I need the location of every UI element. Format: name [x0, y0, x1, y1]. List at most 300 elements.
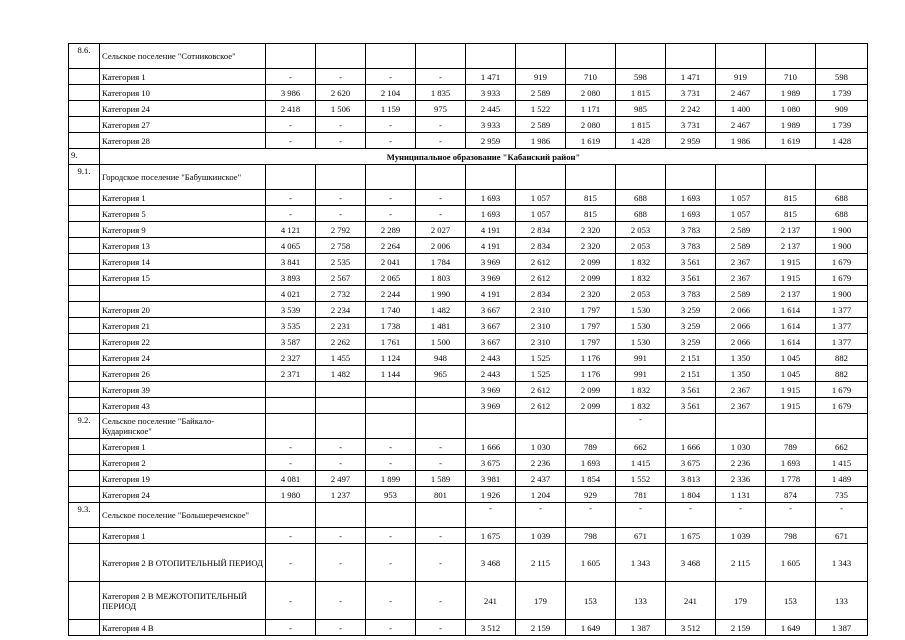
tariff-value-cell: 133: [616, 582, 666, 620]
category-name: Категория 19: [100, 471, 266, 487]
tariff-value-cell: 2 834: [516, 238, 566, 254]
tariff-value-cell: -: [316, 69, 366, 85]
tariff-value-cell: 179: [716, 582, 766, 620]
tariff-value-cell: 2 159: [716, 620, 766, 636]
category-name: Категория 10: [100, 85, 266, 101]
tariff-value-cell: 991: [616, 350, 666, 366]
tariff-value-cell: -: [516, 503, 566, 528]
category-name: Категория 43: [100, 398, 266, 414]
category-row: [69, 117, 868, 133]
tariff-value-cell: 133: [816, 582, 868, 620]
row-number: [69, 334, 100, 350]
tariff-value-cell: 662: [616, 439, 666, 455]
category-name: Категория 27: [100, 117, 266, 133]
tariff-value-cell: 688: [816, 190, 868, 206]
tariff-value-cell: 2 732: [316, 286, 366, 302]
tariff-value-cell: 2 612: [516, 254, 566, 270]
tariff-value-cell: 688: [816, 206, 868, 222]
tariff-value-cell: 1 039: [516, 528, 566, 544]
tariff-value-cell: -: [316, 455, 366, 471]
tariff-value-cell: 1 530: [616, 318, 666, 334]
category-row: [69, 190, 868, 206]
tariff-value-cell: 1 738: [366, 318, 416, 334]
tariff-value-cell: 1 614: [766, 302, 816, 318]
tariff-value-cell: 1 482: [316, 366, 366, 382]
tariff-value-cell: 1 237: [316, 487, 366, 503]
tariff-value-cell: 3 783: [666, 238, 716, 254]
tariff-value-cell: [316, 165, 366, 190]
tariff-value-cell: -: [266, 133, 316, 149]
tariff-value-cell: -: [366, 439, 416, 455]
tariff-value-cell: 1 039: [716, 528, 766, 544]
tariff-value-cell: 1 679: [816, 254, 868, 270]
category-row: [69, 439, 868, 455]
row-number: [69, 455, 100, 471]
tariff-value-cell: 1 989: [766, 85, 816, 101]
tariff-value-cell: 1 649: [566, 620, 616, 636]
tariff-value-cell: 153: [766, 582, 816, 620]
tariff-value-cell: 2 320: [566, 222, 616, 238]
category-row: [69, 270, 868, 286]
category-name: Категория 5: [100, 206, 266, 222]
tariff-value-cell: 1 428: [816, 133, 868, 149]
tariff-value-cell: 1 455: [316, 350, 366, 366]
category-name: Категория 13: [100, 238, 266, 254]
tariff-value-cell: 1 343: [816, 544, 868, 582]
tariff-value-cell: 3 986: [266, 85, 316, 101]
tariff-value-cell: [566, 165, 616, 190]
settlement-name: Сельское поселение "Байкало-Кударинское": [100, 414, 266, 439]
tariff-value-cell: 2 589: [716, 238, 766, 254]
tariff-value-cell: 2 834: [516, 222, 566, 238]
tariff-value-cell: 2 236: [716, 455, 766, 471]
category-row: [69, 69, 868, 85]
tariff-value-cell: 2 445: [466, 101, 516, 117]
tariff-value-cell: 1 675: [466, 528, 516, 544]
tariff-value-cell: -: [266, 190, 316, 206]
tariff-value-cell: 975: [416, 101, 466, 117]
tariff-value-cell: -: [566, 503, 616, 528]
tariff-value-cell: 4 191: [466, 222, 516, 238]
row-number: [69, 222, 100, 238]
tariff-value-cell: 2 320: [566, 286, 616, 302]
tariff-value-cell: 1 428: [616, 133, 666, 149]
tariff-value-cell: 2 099: [566, 398, 616, 414]
tariff-value-cell: 953: [366, 487, 416, 503]
tariff-value-cell: -: [316, 439, 366, 455]
tariff-value-cell: 1 679: [816, 398, 868, 414]
tariff-value-cell: 1 377: [816, 302, 868, 318]
tariff-value-cell: [816, 414, 868, 439]
tariff-value-cell: 2 320: [566, 238, 616, 254]
tariff-value-cell: 3 731: [666, 117, 716, 133]
tariff-value-cell: [266, 382, 316, 398]
category-row: [69, 382, 868, 398]
tariff-value-cell: 1 614: [766, 334, 816, 350]
tariff-value-cell: 2 065: [366, 270, 416, 286]
row-number: 8.6.: [69, 44, 100, 69]
row-number: [69, 487, 100, 503]
tariff-value-cell: [366, 44, 416, 69]
tariff-value-cell: 3 731: [666, 85, 716, 101]
tariff-value-cell: 991: [616, 366, 666, 382]
tariff-value-cell: 3 969: [466, 254, 516, 270]
row-number: [69, 398, 100, 414]
row-number: [69, 382, 100, 398]
tariff-value-cell: 2 620: [316, 85, 366, 101]
tariff-value-cell: 1 986: [516, 133, 566, 149]
tariff-value-cell: 1 045: [766, 366, 816, 382]
tariff-value-cell: -: [366, 544, 416, 582]
document-page: [68, 43, 867, 636]
category-row: [69, 254, 868, 270]
tariff-value-cell: 3 667: [466, 318, 516, 334]
tariff-value-cell: [366, 398, 416, 414]
tariff-value-cell: 2 137: [766, 238, 816, 254]
tariff-value-cell: 2 443: [466, 350, 516, 366]
tariff-value-cell: 2 080: [566, 85, 616, 101]
tariff-value-cell: 1 619: [766, 133, 816, 149]
tariff-value-cell: 1 832: [616, 254, 666, 270]
tariff-value-cell: 1 387: [616, 620, 666, 636]
tariff-value-cell: 2 327: [266, 350, 316, 366]
tariff-value-cell: 241: [466, 582, 516, 620]
tariff-value-cell: 2 310: [516, 334, 566, 350]
tariff-value-cell: 1 900: [816, 222, 868, 238]
tariff-value-cell: 1 387: [816, 620, 868, 636]
row-number: [69, 85, 100, 101]
tariff-value-cell: [566, 44, 616, 69]
tariff-value-cell: 789: [566, 439, 616, 455]
tariff-value-cell: 2 437: [516, 471, 566, 487]
tariff-value-cell: 3 468: [666, 544, 716, 582]
tariff-value-cell: 2 589: [516, 85, 566, 101]
category-row: [69, 455, 868, 471]
row-number: [69, 238, 100, 254]
tariff-value-cell: 3 561: [666, 254, 716, 270]
category-row: [69, 366, 868, 382]
tariff-value-cell: 1 739: [816, 85, 868, 101]
tariff-value-cell: -: [366, 455, 416, 471]
category-row: [69, 471, 868, 487]
tariff-value-cell: 1 415: [816, 455, 868, 471]
row-number: [69, 528, 100, 544]
tariff-value-cell: 3 667: [466, 302, 516, 318]
tariff-value-cell: -: [616, 503, 666, 528]
tariff-value-cell: [666, 165, 716, 190]
tariff-value-cell: 671: [816, 528, 868, 544]
category-row: [69, 206, 868, 222]
tariff-value-cell: 1 649: [766, 620, 816, 636]
category-row: [69, 398, 868, 414]
tariff-value-cell: -: [816, 503, 868, 528]
tariff-value-cell: 1 131: [716, 487, 766, 503]
tariff-value-cell: -: [366, 69, 416, 85]
tariff-value-cell: -: [316, 544, 366, 582]
tariff-value-cell: 2 099: [566, 382, 616, 398]
row-number: [69, 190, 100, 206]
tariff-value-cell: 781: [616, 487, 666, 503]
tariff-value-cell: 1 605: [766, 544, 816, 582]
tariff-value-cell: [516, 44, 566, 69]
tariff-value-cell: [816, 165, 868, 190]
tariff-value-cell: 1 926: [466, 487, 516, 503]
tariff-value-cell: 882: [816, 350, 868, 366]
tariff-value-cell: -: [316, 133, 366, 149]
tariff-value-cell: 1 350: [716, 350, 766, 366]
tariff-value-cell: 3 969: [466, 382, 516, 398]
tariff-value-cell: 815: [766, 206, 816, 222]
tariff-value-cell: -: [366, 206, 416, 222]
row-number: [69, 254, 100, 270]
tariff-value-cell: 882: [816, 366, 868, 382]
tariff-value-cell: 874: [766, 487, 816, 503]
tariff-value-cell: [416, 398, 466, 414]
tariff-value-cell: -: [366, 528, 416, 544]
tariff-value-cell: 2 612: [516, 270, 566, 286]
tariff-value-cell: 1 832: [616, 382, 666, 398]
tariff-value-cell: 3 259: [666, 318, 716, 334]
tariff-value-cell: -: [266, 582, 316, 620]
tariff-value-cell: 1 030: [516, 439, 566, 455]
tariff-value-cell: 2 099: [566, 270, 616, 286]
tariff-value-cell: 2 367: [716, 382, 766, 398]
tariff-value-cell: 1 204: [516, 487, 566, 503]
tariff-value-cell: 1 761: [366, 334, 416, 350]
tariff-value-cell: 2 099: [566, 254, 616, 270]
tariff-value-cell: 801: [416, 487, 466, 503]
tariff-value-cell: 2 066: [716, 318, 766, 334]
tariff-value-cell: 1 159: [366, 101, 416, 117]
category-row: [69, 528, 868, 544]
row-number: [69, 270, 100, 286]
row-number: [69, 471, 100, 487]
tariff-value-cell: 1 530: [616, 302, 666, 318]
tariff-value-cell: 688: [616, 190, 666, 206]
tariff-value-cell: 1 171: [566, 101, 616, 117]
tariff-value-cell: 1 740: [366, 302, 416, 318]
tariff-value-cell: 3 561: [666, 270, 716, 286]
tariff-value-cell: 1 915: [766, 382, 816, 398]
category-name: Категория 24: [100, 101, 266, 117]
tariff-value-cell: -: [366, 117, 416, 133]
category-row: [69, 85, 868, 101]
tariff-value-cell: 2 467: [716, 117, 766, 133]
tariff-value-cell: 1 666: [466, 439, 516, 455]
tariff-value-cell: 1 832: [616, 270, 666, 286]
section-title: Муниципальное образование "Кабанский район": [100, 149, 868, 165]
category-row: [69, 582, 868, 620]
category-name: Категория 24: [100, 350, 266, 366]
settlement-name: Городское поселение "Бабушкинское": [100, 165, 266, 190]
tariff-value-cell: -: [416, 69, 466, 85]
tariff-value-cell: 2 589: [716, 222, 766, 238]
tariff-value-cell: 919: [716, 69, 766, 85]
tariff-value-cell: [416, 382, 466, 398]
tariff-value-cell: 2 066: [716, 302, 766, 318]
tariff-value-cell: 153: [566, 582, 616, 620]
category-row: [69, 544, 868, 582]
tariff-value-cell: 3 259: [666, 334, 716, 350]
row-number: [69, 302, 100, 318]
tariff-value-cell: -: [366, 582, 416, 620]
tariff-value-cell: -: [416, 190, 466, 206]
tariff-value-cell: 688: [616, 206, 666, 222]
tariff-value-cell: 1 784: [416, 254, 466, 270]
tariff-value-cell: 1 400: [716, 101, 766, 117]
category-row: [69, 133, 868, 149]
tariff-value-cell: 1 525: [516, 366, 566, 382]
tariff-value-cell: 1 666: [666, 439, 716, 455]
tariff-value-cell: 3 969: [466, 270, 516, 286]
tariff-value-cell: 4 191: [466, 286, 516, 302]
category-name: Категория 39: [100, 382, 266, 398]
tariff-value-cell: 4 021: [266, 286, 316, 302]
category-name: Категория 15: [100, 270, 266, 286]
tariff-value-cell: 965: [416, 366, 466, 382]
tariff-value-cell: 2 115: [516, 544, 566, 582]
tariff-value-cell: 1 589: [416, 471, 466, 487]
tariff-value-cell: [766, 414, 816, 439]
tariff-value-cell: 4 081: [266, 471, 316, 487]
tariff-value-cell: 3 675: [466, 455, 516, 471]
tariff-value-cell: 671: [616, 528, 666, 544]
tariff-value-cell: -: [266, 69, 316, 85]
tariff-value-cell: -: [416, 117, 466, 133]
row-number: [69, 620, 100, 636]
tariff-value-cell: 2 497: [316, 471, 366, 487]
tariff-value-cell: 2 234: [316, 302, 366, 318]
tariff-value-cell: -: [416, 206, 466, 222]
tariff-value-cell: 2 567: [316, 270, 366, 286]
tariff-value-cell: [716, 44, 766, 69]
tariff-value-cell: 1 675: [666, 528, 716, 544]
tariff-value-cell: 815: [566, 190, 616, 206]
row-number: [69, 69, 100, 85]
row-number: [69, 582, 100, 620]
tariff-value-cell: [566, 414, 616, 439]
tariff-value-cell: 2 367: [716, 254, 766, 270]
tariff-value-cell: [666, 44, 716, 69]
tariff-value-cell: 3 893: [266, 270, 316, 286]
tariff-value-cell: 1 415: [616, 455, 666, 471]
tariff-value-cell: 1 797: [566, 302, 616, 318]
tariff-value-cell: 1 832: [616, 398, 666, 414]
tariff-value-cell: 948: [416, 350, 466, 366]
tariff-value-cell: 815: [766, 190, 816, 206]
category-name: Категория 2 В МЕЖОТОПИТЕЛЬНЫЙ ПЕРИОД: [100, 582, 266, 620]
tariff-value-cell: [266, 44, 316, 69]
tariff-value-cell: 2 367: [716, 398, 766, 414]
tariff-value-cell: 3 675: [666, 455, 716, 471]
category-row: [69, 222, 868, 238]
tariff-value-cell: -: [316, 206, 366, 222]
tariff-value-cell: 1 815: [616, 85, 666, 101]
tariff-value-cell: [616, 165, 666, 190]
row-number: 9.3.: [69, 503, 100, 528]
tariff-value-cell: 789: [766, 439, 816, 455]
row-number: [69, 544, 100, 582]
tariff-value-cell: 1 605: [566, 544, 616, 582]
tariff-value-cell: 1 619: [566, 133, 616, 149]
tariff-value-cell: 2 053: [616, 222, 666, 238]
tariff-value-cell: 1 803: [416, 270, 466, 286]
tariff-value-cell: 2 310: [516, 302, 566, 318]
tariff-value-cell: -: [316, 620, 366, 636]
tariff-value-cell: 2 310: [516, 318, 566, 334]
tariff-value-cell: 1 530: [616, 334, 666, 350]
tariff-value-cell: -: [266, 544, 316, 582]
row-number: 9.1.: [69, 165, 100, 190]
tariff-value-cell: 2 115: [716, 544, 766, 582]
category-name: Категория 28: [100, 133, 266, 149]
tariff-value-cell: -: [316, 528, 366, 544]
tariff-value-cell: 1 176: [566, 350, 616, 366]
settlement-name: Сельское поселение "Сотниковское": [100, 44, 266, 69]
tariff-value-cell: 1 854: [566, 471, 616, 487]
tariff-value-cell: 2 137: [766, 286, 816, 302]
tariff-value-cell: 2 367: [716, 270, 766, 286]
tariff-value-cell: 2 053: [616, 286, 666, 302]
tariff-value-cell: 1 030: [716, 439, 766, 455]
tariff-value-cell: 909: [816, 101, 868, 117]
tariff-value-cell: 1 679: [816, 270, 868, 286]
tariff-value-cell: 1 899: [366, 471, 416, 487]
tariff-value-cell: 1 980: [266, 487, 316, 503]
tariff-value-cell: [516, 414, 566, 439]
tariff-value-cell: -: [416, 133, 466, 149]
tariff-value-cell: [666, 414, 716, 439]
category-name: Категория 21: [100, 318, 266, 334]
tariff-value-cell: 2 589: [516, 117, 566, 133]
category-name: Категория 1: [100, 439, 266, 455]
row-number: [69, 101, 100, 117]
tariff-value-cell: 798: [766, 528, 816, 544]
tariff-value-cell: [616, 44, 666, 69]
tariff-value-cell: 2 264: [366, 238, 416, 254]
category-name: Категория 1: [100, 190, 266, 206]
tariff-value-cell: 1 986: [716, 133, 766, 149]
tariff-value-cell: [716, 165, 766, 190]
tariff-value-cell: 710: [566, 69, 616, 85]
tariff-value-cell: 2 041: [366, 254, 416, 270]
tariff-value-cell: 2 589: [716, 286, 766, 302]
row-number: 9.: [69, 149, 100, 165]
tariff-value-cell: 2 236: [516, 455, 566, 471]
tariff-value-cell: 1 990: [416, 286, 466, 302]
tariff-value-cell: [466, 165, 516, 190]
tariff-value-cell: 1 693: [666, 190, 716, 206]
tariff-value-cell: 1 471: [466, 69, 516, 85]
tariff-value-cell: 1 057: [516, 206, 566, 222]
tariff-value-cell: 2 231: [316, 318, 366, 334]
settlement-row: [69, 44, 868, 69]
settlement-row: [69, 503, 868, 528]
tariff-value-cell: 1 471: [666, 69, 716, 85]
tariff-value-cell: 1 057: [516, 190, 566, 206]
tariff-value-cell: [766, 165, 816, 190]
tariff-value-cell: 3 512: [666, 620, 716, 636]
tariff-value-cell: 1 080: [766, 101, 816, 117]
tariff-value-cell: 4 065: [266, 238, 316, 254]
category-row: [69, 334, 868, 350]
tariff-value-cell: 1 552: [616, 471, 666, 487]
tariff-value-cell: -: [366, 190, 416, 206]
tariff-value-cell: 3 539: [266, 302, 316, 318]
tariff-value-cell: 1 804: [666, 487, 716, 503]
category-name: Категория 2: [100, 455, 266, 471]
tariff-value-cell: 3 587: [266, 334, 316, 350]
